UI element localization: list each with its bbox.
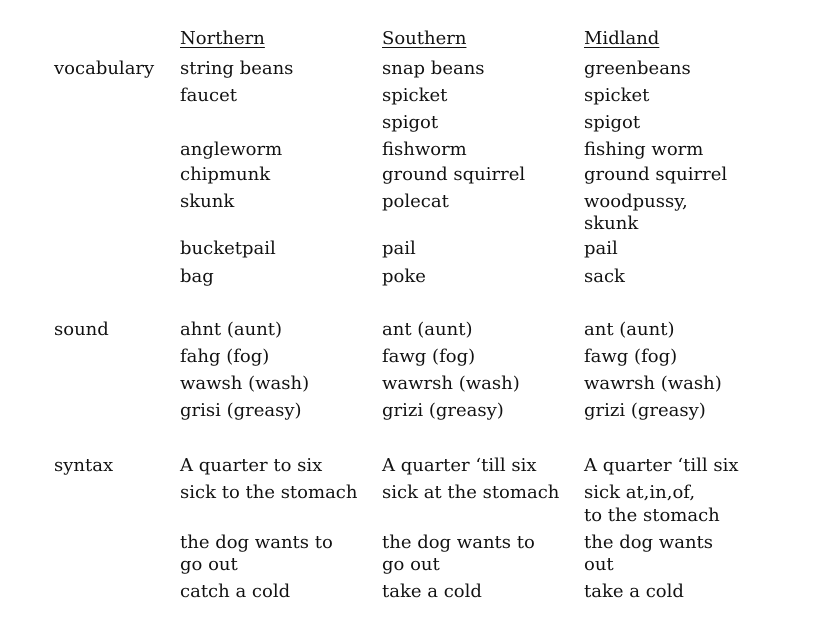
category-sound: sound [54, 319, 109, 340]
cell-midland: spicket [584, 85, 650, 106]
cell-midland: skunk [584, 213, 639, 234]
cell-midland: wawrsh (wash) [584, 373, 722, 394]
cell-midland: to the stomach [584, 505, 720, 526]
cell-southern: fishworm [382, 139, 467, 160]
cell-southern: ground squirrel [382, 164, 526, 185]
cell-midland: fawg (fog) [584, 346, 678, 367]
cell-midland: ground squirrel [584, 164, 728, 185]
cell-southern: pail [382, 238, 416, 259]
cell-southern: A quarter ‘till six [382, 455, 537, 476]
cell-midland: the dog wants [584, 532, 714, 553]
cell-midland: spigot [584, 112, 641, 133]
cell-midland: A quarter ‘till six [584, 455, 739, 476]
cell-southern: polecat [382, 191, 449, 212]
header-northern: Northern [180, 28, 265, 49]
cell-northern: wawsh (wash) [180, 373, 310, 394]
cell-northern: the dog wants to [180, 532, 333, 553]
cell-northern: angleworm [180, 139, 283, 160]
cell-midland: sick at,in,of, [584, 482, 696, 503]
cell-southern: go out [382, 554, 440, 575]
cell-southern: fawg (fog) [382, 346, 476, 367]
cell-midland: sack [584, 266, 625, 287]
cell-southern: the dog wants to [382, 532, 535, 553]
header-southern: Southern [382, 28, 467, 49]
cell-southern: ant (aunt) [382, 319, 473, 340]
cell-southern: spigot [382, 112, 439, 133]
cell-southern: sick at the stomach [382, 482, 560, 503]
cell-northern: bucketpail [180, 238, 276, 259]
cell-southern: poke [382, 266, 426, 287]
category-syntax: syntax [54, 455, 114, 476]
cell-northern: sick to the stomach [180, 482, 358, 503]
cell-northern: faucet [180, 85, 237, 106]
cell-midland: take a cold [584, 581, 684, 602]
cell-northern: grisi (greasy) [180, 400, 302, 421]
cell-southern: snap beans [382, 58, 485, 79]
cell-midland: fishing worm [584, 139, 704, 160]
cell-northern: chipmunk [180, 164, 271, 185]
header-midland: Midland [584, 28, 660, 49]
cell-southern: take a cold [382, 581, 482, 602]
cell-midland: pail [584, 238, 618, 259]
category-vocabulary: vocabulary [54, 58, 155, 79]
cell-northern: go out [180, 554, 238, 575]
cell-southern: grizi (greasy) [382, 400, 504, 421]
cell-northern: string beans [180, 58, 294, 79]
cell-midland: woodpussy, [584, 191, 688, 212]
cell-midland: out [584, 554, 614, 575]
cell-northern: fahg (fog) [180, 346, 270, 367]
cell-northern: catch a cold [180, 581, 291, 602]
cell-southern: spicket [382, 85, 448, 106]
cell-northern: A quarter to six [180, 455, 323, 476]
cell-southern: wawrsh (wash) [382, 373, 520, 394]
cell-midland: grizi (greasy) [584, 400, 706, 421]
cell-northern: skunk [180, 191, 235, 212]
cell-midland: ant (aunt) [584, 319, 675, 340]
cell-northern: ahnt (aunt) [180, 319, 283, 340]
cell-midland: greenbeans [584, 58, 691, 79]
cell-northern: bag [180, 266, 214, 287]
